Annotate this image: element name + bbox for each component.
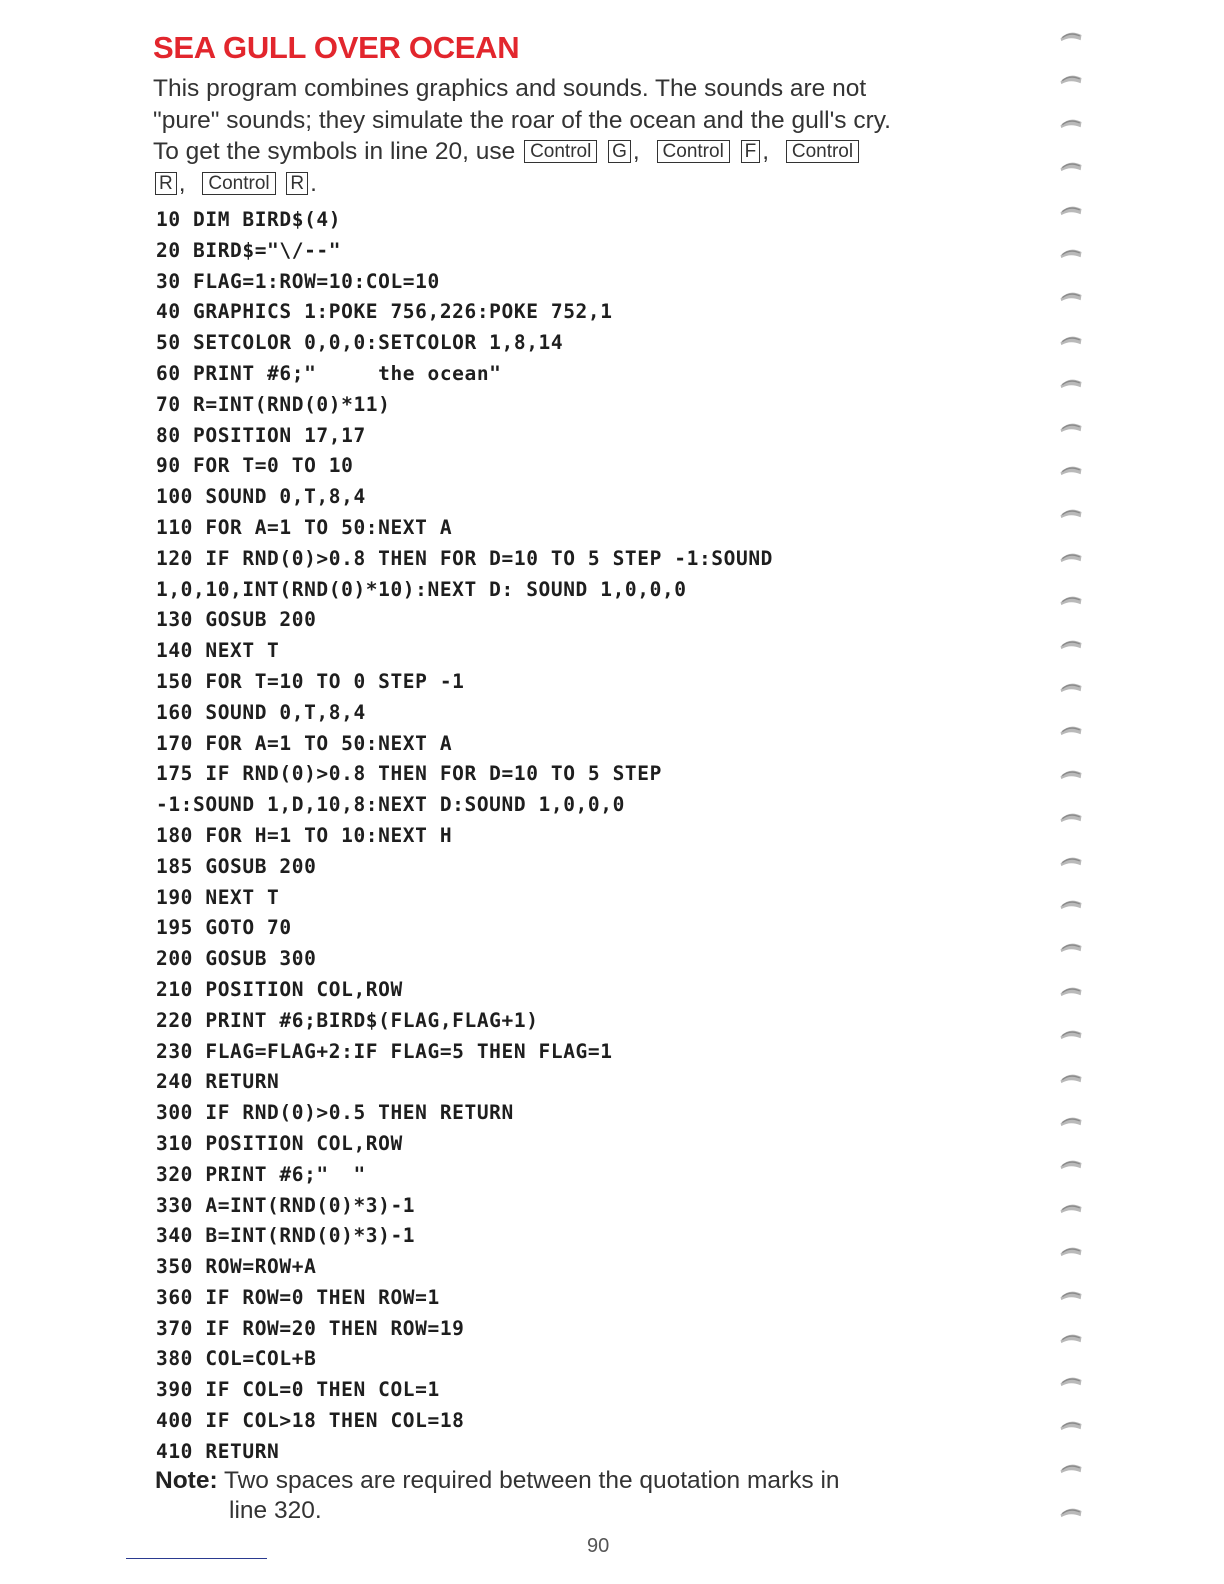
code-line: 350 ROW=ROW+A — [156, 1255, 317, 1279]
code-line: 175 IF RND(0)>0.8 THEN FOR D=10 TO 5 STEP — [156, 762, 662, 786]
intro-line-1: This program combines graphics and sounds. The sounds are not — [153, 75, 867, 102]
binding-hole-icon — [1058, 1330, 1084, 1344]
code-line: 110 FOR A=1 TO 50:NEXT A — [156, 515, 453, 539]
code-line: 140 NEXT T — [156, 639, 280, 663]
footer-rule — [126, 1558, 267, 1559]
code-line: 40 GRAPHICS 1:POKE 756,226:POKE 752,1 — [156, 300, 613, 324]
code-line: 130 GOSUB 200 — [156, 608, 317, 632]
code-line: 185 GOSUB 200 — [156, 854, 317, 878]
binding-hole-icon — [1058, 1417, 1084, 1431]
binding-hole-icon — [1058, 983, 1084, 997]
code-line: 200 GOSUB 300 — [156, 947, 317, 971]
binding-hole-icon — [1058, 1156, 1084, 1170]
binding-hole-icon — [1058, 28, 1084, 42]
code-line: 230 FLAG=FLAG+2:IF FLAG=5 THEN FLAG=1 — [156, 1039, 613, 1063]
note — [155, 1466, 935, 1526]
binding-hole-icon — [1058, 419, 1084, 433]
code-listing — [156, 205, 916, 1468]
code-line: 310 POSITION COL,ROW — [156, 1131, 403, 1155]
binding-hole-icon — [1058, 853, 1084, 867]
control-key: Control — [657, 140, 730, 163]
binding-hole-icon — [1058, 1113, 1084, 1127]
binding-hole-icon — [1058, 1026, 1084, 1040]
binding-hole-icon — [1058, 939, 1084, 953]
binding-hole-icon — [1058, 679, 1084, 693]
code-line: 210 POSITION COL,ROW — [156, 977, 403, 1001]
code-line: 160 SOUND 0,T,8,4 — [156, 700, 366, 724]
intro-line-3-text: To get the symbols in line 20, use — [153, 138, 516, 165]
note-label: Note: — [155, 1467, 218, 1494]
r-key: R — [286, 172, 308, 195]
intro-line-4 — [153, 168, 993, 200]
code-line: 360 IF ROW=0 THEN ROW=1 — [156, 1285, 440, 1309]
binding-hole-icon — [1058, 766, 1084, 780]
binding-hole-icon — [1058, 1200, 1084, 1214]
code-line: 20 BIRD$="\/--" — [156, 238, 342, 262]
code-line: 1,0,10,INT(RND(0)*10):NEXT D: SOUND 1,0,0,0 — [156, 577, 687, 601]
intro-line-2: "pure" sounds; they simulate the roar of the ocean and the gull's cry. — [153, 106, 891, 134]
code-line: 60 PRINT #6;" the ocean" — [156, 361, 502, 385]
code-line: 380 COL=COL+B — [156, 1347, 317, 1371]
binding-hole-icon — [1058, 1504, 1084, 1518]
code-line: 90 FOR T=0 TO 10 — [156, 454, 354, 478]
binding-hole-icon — [1058, 202, 1084, 216]
code-line: 190 NEXT T — [156, 885, 280, 909]
code-line: 340 B=INT(RND(0)*3)-1 — [156, 1224, 416, 1248]
note-text: Two spaces are required between the quotation marks in — [223, 1467, 840, 1494]
code-line: 390 IF COL=0 THEN COL=1 — [156, 1378, 440, 1402]
comma: , — [632, 138, 640, 165]
binding-hole-icon — [1058, 332, 1084, 346]
code-line: 150 FOR T=10 TO 0 STEP -1 — [156, 669, 465, 693]
binding-hole-icon — [1058, 158, 1084, 172]
binding-hole-icon — [1058, 1070, 1084, 1084]
period: . — [310, 169, 317, 197]
code-line: 50 SETCOLOR 0,0,0:SETCOLOR 1,8,14 — [156, 331, 564, 355]
code-line: 220 PRINT #6;BIRD$(FLAG,FLAG+1) — [156, 1008, 539, 1032]
code-line: 240 RETURN — [156, 1070, 280, 1094]
f-key: F — [741, 140, 761, 163]
r-key: R — [155, 172, 177, 195]
binding-hole-icon — [1058, 245, 1084, 259]
code-line: 10 DIM BIRD$(4) — [156, 208, 342, 231]
binding-hole-icon — [1058, 896, 1084, 910]
binding-hole-icon — [1058, 1287, 1084, 1301]
binding-hole-icon — [1058, 809, 1084, 823]
binding-hole-icon — [1058, 549, 1084, 563]
control-key: Control — [786, 140, 859, 163]
code-line: 180 FOR H=1 TO 10:NEXT H — [156, 823, 453, 847]
g-key: G — [608, 140, 631, 163]
binding-hole-icon — [1058, 71, 1084, 85]
comma: , — [762, 138, 770, 165]
code-line: 370 IF ROW=20 THEN ROW=19 — [156, 1316, 465, 1340]
binding-hole-icon — [1058, 636, 1084, 650]
code-line: 400 IF COL>18 THEN COL=18 — [156, 1409, 465, 1433]
code-line: 100 SOUND 0,T,8,4 — [156, 485, 366, 509]
note-text-continued: line 320. — [229, 1497, 322, 1524]
code-line: 70 R=INT(RND(0)*11) — [156, 392, 391, 416]
intro-line-3 — [153, 136, 993, 168]
code-line: 170 FOR A=1 TO 50:NEXT A — [156, 731, 453, 755]
code-line: 80 POSITION 17,17 — [156, 423, 366, 447]
code-line: 330 A=INT(RND(0)*3)-1 — [156, 1193, 416, 1217]
control-key: Control — [202, 172, 275, 195]
binding-hole-icon — [1058, 462, 1084, 476]
code-line: 410 RETURN — [156, 1439, 280, 1463]
binding-hole-icon — [1058, 592, 1084, 606]
control-key: Control — [524, 140, 597, 163]
comma: , — [178, 169, 186, 197]
binding-hole-icon — [1058, 1373, 1084, 1387]
code-line: 300 IF RND(0)>0.5 THEN RETURN — [156, 1101, 514, 1125]
code-line: 320 PRINT #6;" " — [156, 1162, 366, 1186]
code-line: 195 GOTO 70 — [156, 916, 292, 940]
code-line: -1:SOUND 1,D,10,8:NEXT D:SOUND 1,0,0,0 — [156, 793, 625, 817]
binding-hole-icon — [1058, 1460, 1084, 1474]
binding-hole-icon — [1058, 1243, 1084, 1257]
code-line: 120 IF RND(0)>0.8 THEN FOR D=10 TO 5 STEP -1:SOUND — [156, 546, 773, 570]
binding-hole-icon — [1058, 505, 1084, 519]
spiral-binding — [1058, 28, 1088, 1548]
page-number: 90 — [587, 1535, 610, 1557]
binding-hole-icon — [1058, 375, 1084, 389]
binding-hole-icon — [1058, 115, 1084, 129]
binding-hole-icon — [1058, 722, 1084, 736]
intro-paragraph — [153, 73, 993, 199]
binding-hole-icon — [1058, 288, 1084, 302]
code-line: 30 FLAG=1:ROW=10:COL=10 — [156, 269, 440, 293]
page-title: SEA GULL OVER OCEAN — [153, 30, 520, 65]
